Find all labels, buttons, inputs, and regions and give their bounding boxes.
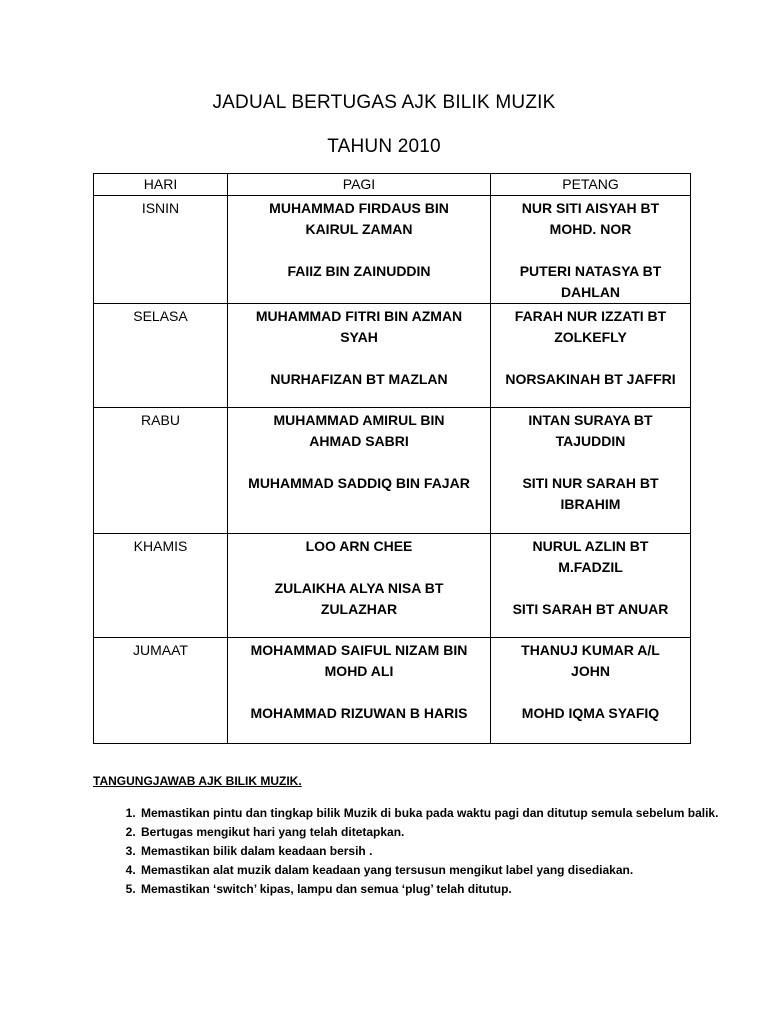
header-petang: PETANG [491,174,691,196]
pagi-cell [228,534,491,638]
member-name-line: MOHD IQMA SYAFIQ [521,705,660,721]
member-name-line: PUTERI NATASYA BT [519,263,662,279]
day-label: SELASA [133,308,188,324]
responsibility-item: 5. Memastikan ‘switch’ kipas, lampu dan semua ‘plug’ telah ditutup. [139,880,719,899]
responsibility-item: 3. Memastikan bilik dalam keadaan bersih . [139,842,719,861]
petang-cell [491,196,691,304]
day-label: KHAMIS [133,538,188,554]
table-row [94,534,691,638]
responsibility-item: 4. Memastikan alat muzik dalam keadaan yang tersusun mengikut label yang disediakan. [139,861,719,880]
member-name-line: SITI SARAH BT ANUAR [512,601,669,617]
member-name-line: ZULAZHAR [320,601,398,617]
member-name-line: MOHAMMAD SAIFUL NIZAM BIN [250,642,468,658]
member-name-line: NURUL AZLIN BT [532,538,649,554]
member-name-line: FAIIZ BIN ZAINUDDIN [287,263,431,279]
member-name-line: M.FADZIL [558,559,623,575]
member-name-line: AHMAD SABRI [309,433,409,449]
roster-body [94,196,691,744]
petang-cell [491,408,691,534]
petang-cell [491,534,691,638]
day-label: RABU [141,412,180,428]
table-row [94,196,691,304]
member-name-line: MUHAMMAD AMIRUL BIN [273,412,445,428]
header-hari: HARI [94,174,228,196]
pagi-cell [228,196,491,304]
member-name-line: KAIRUL ZAMAN [305,221,413,237]
table-header-row [94,174,691,196]
member-name-line: LOO ARN CHEE [305,538,413,554]
member-name-line: NURHAFIZAN BT MAZLAN [270,371,448,387]
day-cell [94,534,228,638]
table-row [94,408,691,534]
table-row [94,638,691,744]
member-name-line: ZULAIKHA ALYA NISA BT [274,580,444,596]
day-label: JUMAAT [133,642,188,658]
table-row [94,304,691,408]
day-cell [94,304,228,408]
day-cell [94,196,228,304]
member-name-line: JOHN [571,663,610,679]
petang-cell [491,638,691,744]
responsibilities-heading: TANGUNGJAWAB AJK BILIK MUZIK. [93,774,302,788]
responsibility-item: 1. Memastikan pintu dan tingkap bilik Muzik di buka pada waktu pagi dan ditutup semula sebelum balik. [139,804,719,823]
pagi-cell [228,638,491,744]
duty-roster-table [93,173,691,744]
member-name-line: FARAH NUR IZZATI BT [514,308,667,324]
member-name-line: IBRAHIM [560,496,621,512]
document-year: TAHUN 2010 [327,136,441,157]
member-name-line: ZOLKEFLY [554,329,627,345]
member-name-line: SITI NUR SARAH BT [522,475,659,491]
member-name-line: NORSAKINAH BT JAFFRI [505,371,676,387]
petang-cell [491,304,691,408]
responsibilities-list [93,804,719,899]
member-name-line: MOHD ALI [324,663,394,679]
day-label: ISNIN [141,200,180,216]
day-cell [94,408,228,534]
member-name-line: NUR SITI AISYAH BT [521,200,660,216]
member-name-line: MUHAMMAD FIRDAUS BIN [269,200,449,216]
member-name-line: SYAH [340,329,378,345]
header-pagi: PAGI [228,174,491,196]
member-name-line: MOHD. NOR [549,221,632,237]
pagi-cell [228,408,491,534]
document-title: JADUAL BERTUGAS AJK BILIK MUZIK [212,92,556,113]
day-cell [94,638,228,744]
member-name-line: TAJUDDIN [555,433,626,449]
member-name-line: MUHAMMAD FITRI BIN AZMAN [255,308,463,324]
pagi-cell [228,304,491,408]
member-name-line: THANUJ KUMAR A/L [521,642,660,658]
member-name-line: INTAN SURAYA BT [528,412,653,428]
responsibility-item: 2. Bertugas mengikut hari yang telah ditetapkan. [139,823,719,842]
member-name-line: MUHAMMAD SADDIQ BIN FAJAR [248,475,470,491]
member-name-line: DAHLAN [560,284,621,300]
member-name-line: MOHAMMAD RIZUWAN B HARIS [250,705,468,721]
